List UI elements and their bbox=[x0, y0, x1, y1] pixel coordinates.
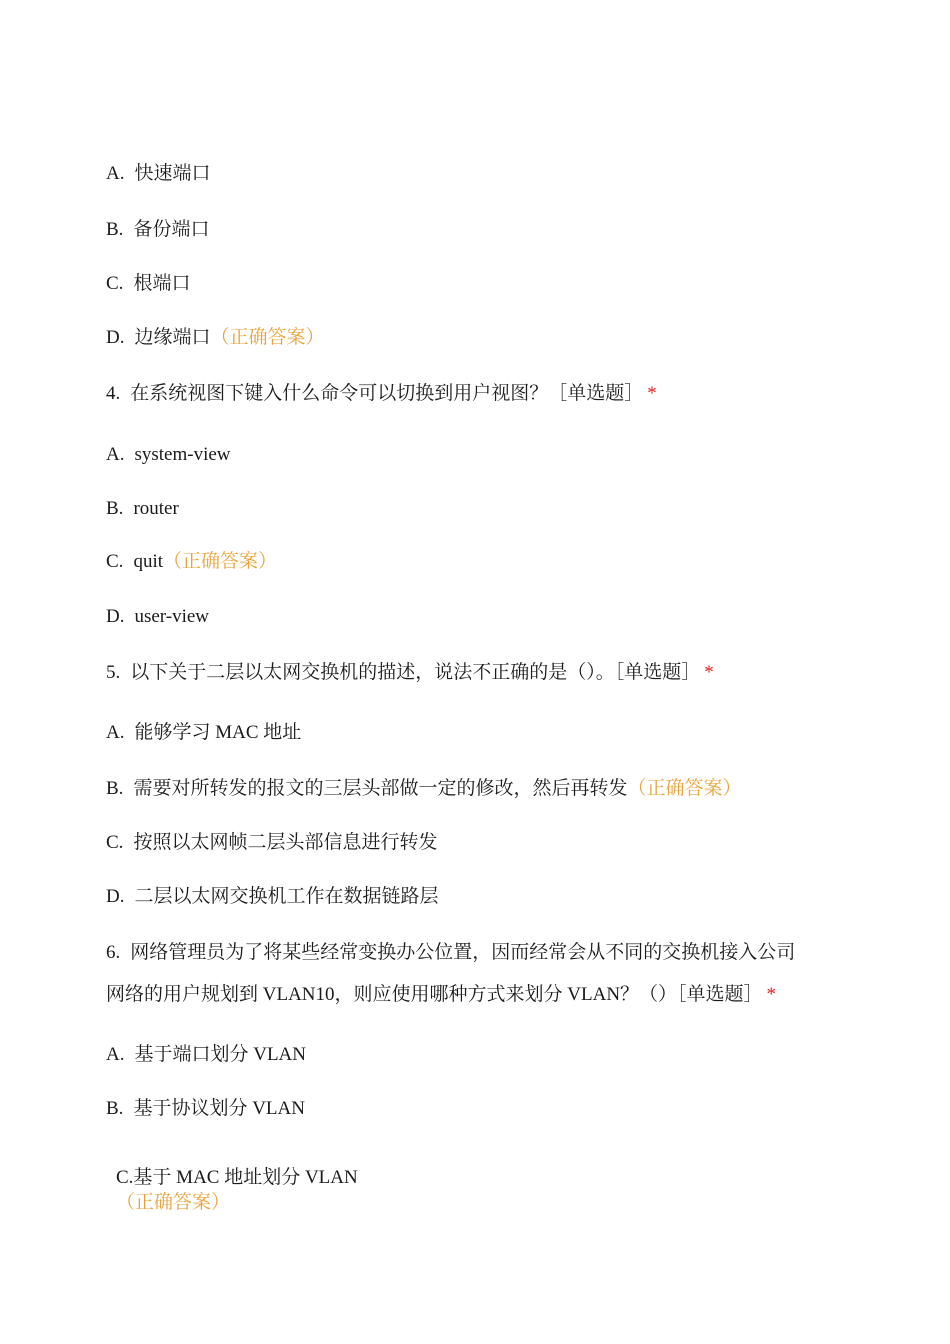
option-text: C.基于 MAC 地址划分 VLAN bbox=[116, 1167, 358, 1188]
option-letter: D. bbox=[106, 327, 125, 348]
q6-option-b[interactable] bbox=[106, 1097, 305, 1121]
question-4-title bbox=[106, 382, 657, 406]
question-text: 在系统视图下键入什么命令可以切换到用户视图？［单选题］ bbox=[130, 383, 644, 404]
option-letter: B. bbox=[106, 498, 124, 519]
question-6-title bbox=[106, 941, 795, 965]
q6-option-a[interactable] bbox=[106, 1043, 306, 1067]
question-6-title-cont bbox=[106, 983, 776, 1007]
option-text: 需要对所转发的报文的三层头部做一定的修改，然后再转发 bbox=[133, 778, 628, 799]
q5-option-a[interactable] bbox=[106, 721, 301, 745]
question-5-title bbox=[106, 661, 714, 685]
question-number: 5. bbox=[106, 662, 121, 683]
q5-option-d[interactable] bbox=[106, 885, 439, 909]
option-text: router bbox=[133, 498, 179, 519]
q6-option-c[interactable] bbox=[116, 1165, 466, 1215]
option-text: 基于协议划分 VLAN bbox=[133, 1098, 305, 1119]
option-text: 边缘端口 bbox=[134, 327, 211, 348]
option-a[interactable] bbox=[106, 162, 211, 186]
option-text: 能够学习 MAC 地址 bbox=[134, 722, 302, 743]
option-letter: C. bbox=[106, 273, 124, 294]
required-marker: * bbox=[647, 383, 657, 404]
q4-option-c[interactable] bbox=[106, 550, 277, 574]
correct-answer-tag: （正确答案） bbox=[210, 327, 325, 348]
option-letter: D. bbox=[106, 606, 125, 627]
option-text: 二层以太网交换机工作在数据链路层 bbox=[134, 886, 439, 907]
question-number: 4. bbox=[106, 383, 121, 404]
required-marker: * bbox=[766, 984, 777, 1005]
q4-option-b[interactable] bbox=[106, 497, 179, 521]
option-letter: A. bbox=[106, 722, 125, 743]
option-d[interactable] bbox=[106, 326, 325, 350]
option-letter: D. bbox=[106, 886, 125, 907]
option-text: system-view bbox=[134, 444, 231, 465]
q4-option-d[interactable] bbox=[106, 605, 209, 629]
option-letter: B. bbox=[106, 219, 124, 240]
question-text: 以下关于二层以太网交换机的描述，说法不正确的是（）。［单选题］ bbox=[130, 662, 701, 683]
option-letter: A. bbox=[106, 444, 125, 465]
required-marker: * bbox=[704, 662, 714, 683]
option-b[interactable] bbox=[106, 218, 209, 242]
option-letter: A. bbox=[106, 1044, 125, 1065]
correct-answer-tag: （正确答案） bbox=[163, 551, 278, 572]
option-c[interactable] bbox=[106, 272, 190, 296]
q5-option-b[interactable] bbox=[106, 777, 741, 801]
option-text: 根端口 bbox=[133, 273, 191, 294]
option-letter: C. bbox=[106, 551, 124, 572]
question-number: 6. bbox=[106, 942, 121, 963]
question-text-line1: 网络管理员为了将某些经常变换办公位置，因而经常会从不同的交换机接入公司 bbox=[130, 942, 796, 963]
option-text: 备份端口 bbox=[133, 219, 210, 240]
option-text: 基于端口划分 VLAN bbox=[134, 1044, 307, 1065]
option-letter: B. bbox=[106, 1098, 124, 1119]
option-letter: C. bbox=[106, 832, 124, 853]
q5-option-c[interactable] bbox=[106, 831, 437, 855]
option-text: user-view bbox=[134, 606, 210, 627]
q4-option-a[interactable] bbox=[106, 443, 231, 467]
correct-answer-tag: （正确答案） bbox=[627, 778, 742, 799]
option-text: 快速端口 bbox=[134, 163, 211, 184]
option-text: 按照以太网帧二层头部信息进行转发 bbox=[133, 832, 438, 853]
question-text-line2: 网络的用户规划到 VLAN10，则应使用哪种方式来划分 VLAN？（）［单选题］ bbox=[106, 984, 763, 1005]
option-letter: A. bbox=[106, 163, 125, 184]
correct-answer-tag: （正确答案） bbox=[116, 1192, 231, 1213]
option-letter: B. bbox=[106, 778, 124, 799]
option-text: quit bbox=[133, 551, 163, 572]
